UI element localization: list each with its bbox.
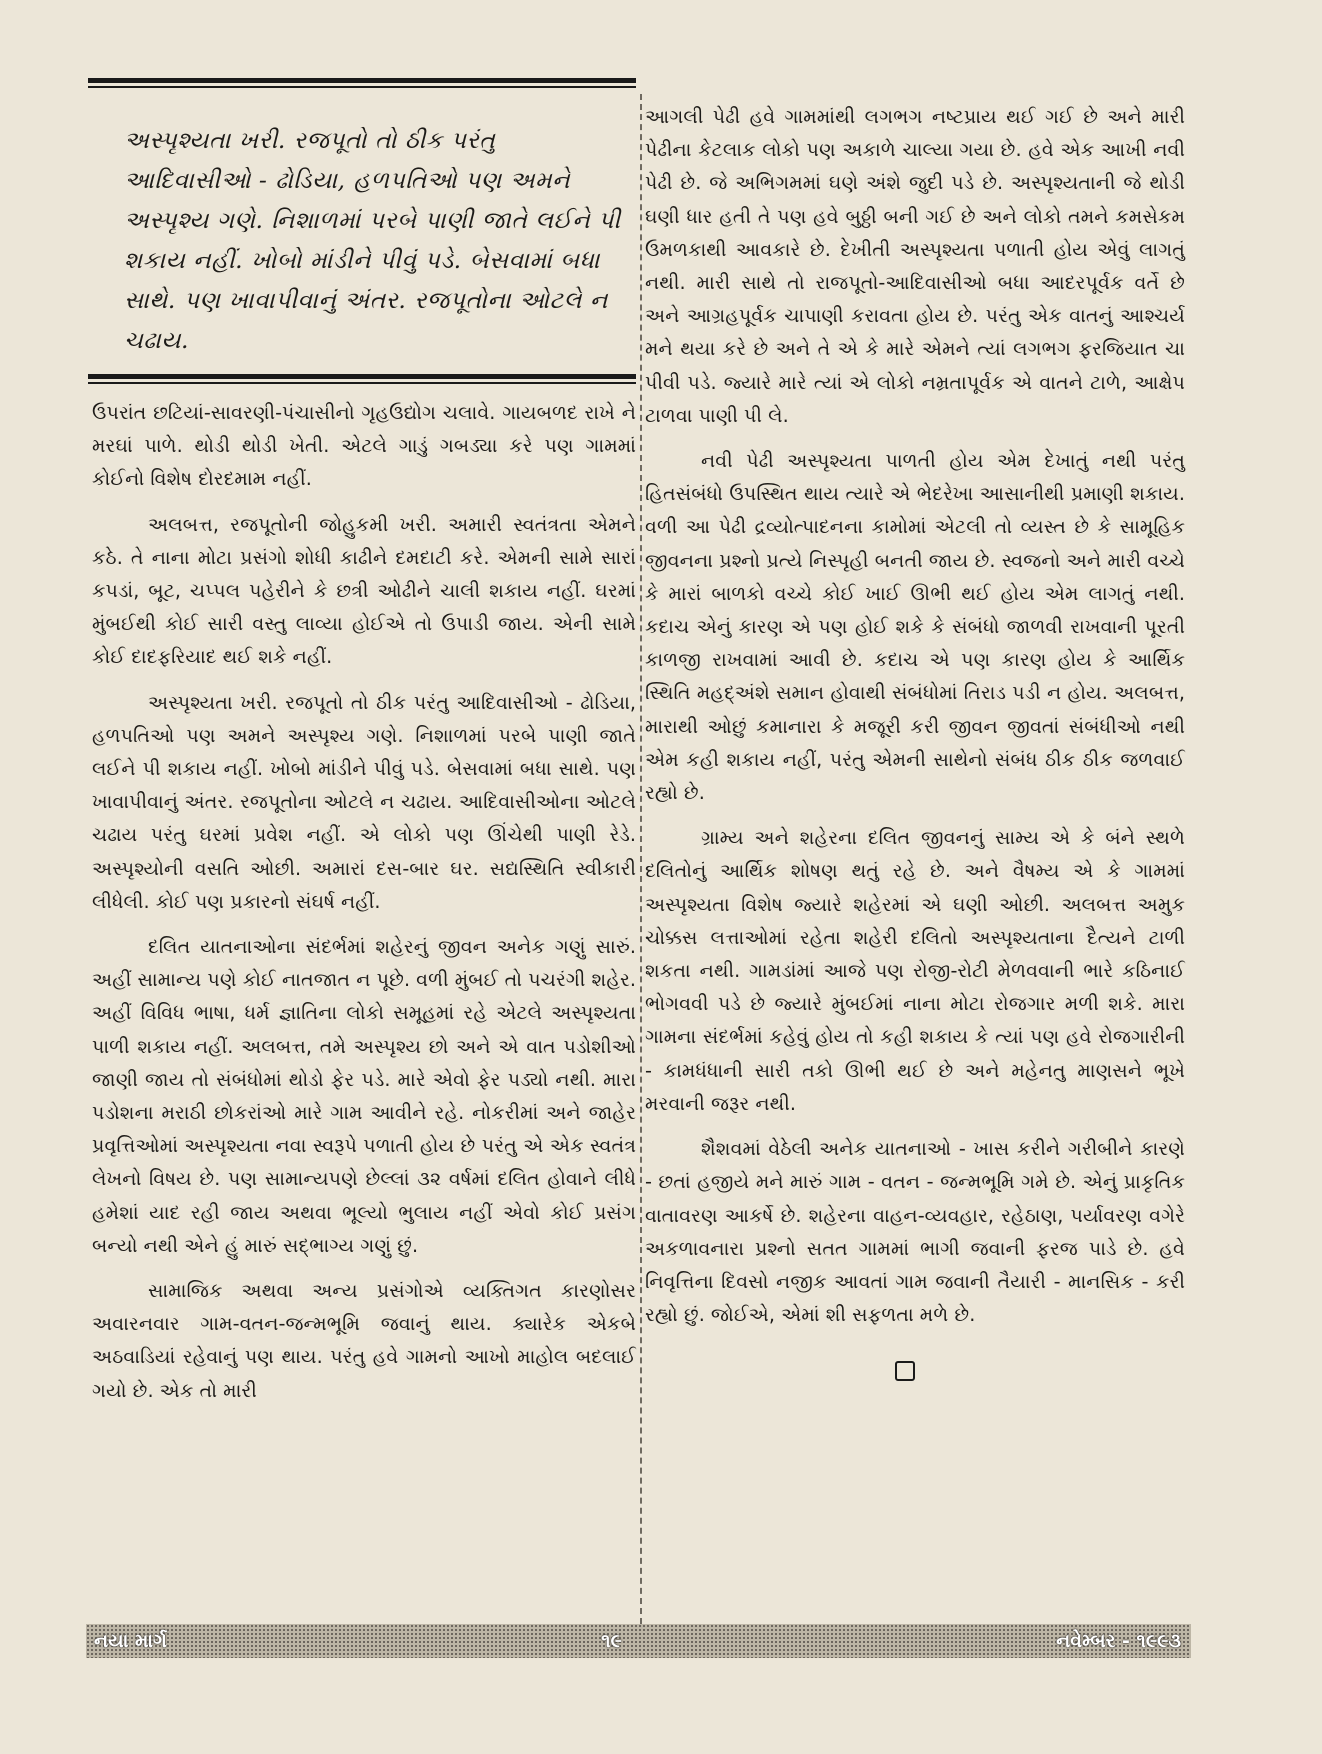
paragraph: સામાજિક અથવા અન્ય પ્રસંગોએ વ્યક્તિગત કારણોસર અવારનવાર ગામ-વતન-જન્મભૂમિ જવાનું થાય. ક્યારેક એકબે અઠવાડિયાં રહેવાનું પણ થાય. પરંતુ હવે ગામનો આખો માહોલ બદલાઈ ગયો છે. એક તો મારી (92, 1279, 636, 1402)
paragraph: અલબત્ત, રજપૂતોની જોહુકમી ખરી. અમારી સ્વતંત્રતા એમને કઠે. તે નાના મોટા પ્રસંગો શોધી કાઢીને દમદાટી કરે. એમની સામે સારાં કપડાં, બૂટ, ચપ્પલ પહેરીને કે છત્રી ઓઢીને ચાલી શકાય નહીં. ઘરમાં મુંબઈથી કોઈ સારી વસ્તુ લાવ્યા હોઈએ તો ઉપાડી જાય. એની સામે કોઈ દાદફરિયાદ થઈ શકે નહીં. (92, 512, 636, 669)
footer-issue-date: નવેમ્બર - ૧૯૯૩ (1056, 1630, 1181, 1652)
column-divider (640, 94, 642, 1624)
left-body (88, 384, 636, 1407)
left-column (88, 78, 636, 1419)
pull-quote-bottom-rule (88, 374, 636, 379)
paragraph: નવી પેઢી અસ્પૃશ્યતા પાળતી હોય એમ દેખાતું નથી પરંતુ હિતસંબંધો ઉપસ્થિત થાય ત્યારે એ ભેદરેખા આસાનીથી પ્રમાણી શકાય. વળી આ પેઢી દ્રવ્યોત્પાદનના કામોમાં એટલી તો વ્યસ્ત છે કે સામૂહિક જીવનના પ્રશ્નો પ્રત્યે નિસ્પૃહી બનતી જાય છે. સ્વજનો અને મારી વચ્ચે કે મારાં બાળકો વચ્ચે કોઈ ખાઈ ઊભી થઈ હોય એમ લાગતું નથી. કદાચ એનું કારણ એ પણ હોઈ શકે કે સંબંધો જાળવી રાખવાની પૂરતી કાળજી રાખવામાં આવી છે. કદાચ એ પણ કારણ હોય કે આર્થિક સ્થિતિ મહદ્‌અંશે સમાન હોવાથી સંબંધોમાં તિરાડ પડી ન હોય. અલબત્ત, મારાથી ઓછું કમાનારા કે મજૂરી કરી જીવન જીવતાં સંબંધીઓ નથી એમ કહી શકાય નહીં, પરંતુ એમની સાથેનો સંબંધ ઠીક ઠીક જળવાઈ રહ્યો છે. (645, 449, 1185, 805)
footer-magazine-name: નયા માર્ગ (94, 1630, 167, 1652)
end-of-article-mark (895, 1361, 915, 1381)
paragraph: આગલી પેઢી હવે ગામમાંથી લગભગ નષ્ટપ્રાય થઈ ગઈ છે અને મારી પેઢીના કેટલાક લોકો પણ અકાળે ચાલ્યા ગયા છે. હવે એક આખી નવી પેઢી છે. જે અભિગમમાં ઘણે અંશે જુદી પડે છે. અસ્પૃશ્યતાની જે થોડી ઘણી ધાર હતી તે પણ હવે બુઠ્ઠી બની ગઈ છે અને લોકો તમને કમસેકમ ઉમળકાથી આવકારે છે. દેખીતી અસ્પૃશ્યતા પળાતી હોય એવું લાગતું નથી. મારી સાથે તો રાજપૂતો-આદિવાસીઓ બધા આદરપૂર્વક વર્તે છે અને આગ્રહપૂર્વક ચાપાણી કરાવતા હોય છે. પરંતુ એક વાતનું આશ્ચર્ય મને થયા કરે છે અને તે એ કે મારે એમને ત્યાં લગભગ ફરજિયાત ચા પીવી પડે. જ્યારે મારે ત્યાં એ લોકો નમ્રતાપૂર્વક એ વાતને ટાળે, આક્ષેપ ટાળવા પાણી પી લે. (645, 105, 1185, 427)
right-column (645, 100, 1185, 1381)
pull-quote-text: અસ્પૃશ્યતા ખરી. રજપૂતો તો ઠીક પરંતુ આદિવાસીઓ - ઢોડિયા, હળપતિઓ પણ અમને અસ્પૃશ્ય ગણે. નિશાળમાં પરબે પાણી જાતે લઈને પી શકાય નહીં. ખોબો માંડીને પીવું પડે. બેસવામાં બધા સાથે. પણ ખાવાપીવાનું અંતર. રજપૂતોના ઓટલે ન ચઢાય. (124, 126, 621, 354)
paragraph: ઉપરાંત છટિયાં-સાવરણી-પંચાસીનો ગૃહઉદ્યોગ ચલાવે. ગાયબળદ રાખે ને મરઘાં પાળે. થોડી થોડી ખેતી. એટલે ગાડું ગબડ્યા કરે પણ ગામમાં કોઈનો વિશેષ દોરદમામ નહીં. (92, 401, 636, 491)
page-footer (86, 1624, 1191, 1658)
pull-quote (88, 88, 636, 374)
paragraph: દલિત યાતનાઓના સંદર્ભમાં શહેરનું જીવન અનેક ગણું સારું. અહીં સામાન્ય પણે કોઈ નાતજાત ન પૂછે. વળી મુંબઈ તો પચરંગી શહેર. અહીં વિવિધ ભાષા, ધર્મ જ્ઞાતિના લોકો સમૂહમાં રહે એટલે અસ્પૃશ્યતા પાળી શકાય નહીં. અલબત્ત, તમે અસ્પૃશ્ય છો અને એ વાત પડોશીઓ જાણી જાય તો સંબંધોમાં થોડો ફેર પડે. મારે એવો ફેર પડ્યો નથી. મારા પડોશના મરાઠી છોકરાંઓ મારે ગામ આવીને રહે. નોકરીમાં અને જાહેર પ્રવૃત્તિઓમાં અસ્પૃશ્યતા નવા સ્વરૂપે પળાતી હોય છે પરંતુ એ એક સ્વતંત્ર લેખનો વિષય છે. પણ સામાન્યપણે છેલ્લાં ૩૨ વર્ષમાં દલિત હોવાને લીધે હમેશાં યાદ રહી જાય અથવા ભૂલ્યો ભુલાય નહીં એવો કોઈ પ્રસંગ બન્યો નથી એને હું મારું સદ્‌ભાગ્ય ગણું છું. (92, 935, 636, 1257)
paragraph: અસ્પૃશ્યતા ખરી. રજપૂતો તો ઠીક પરંતુ આદિવાસીઓ - ઢોડિયા, હળપતિઓ પણ અમને અસ્પૃશ્ય ગણે. નિશાળમાં પરબે પાણી જાતે લઈને પી શકાય નહીં. ખોબો માંડીને પીવું પડે. બેસવામાં બધા સાથે. પણ ખાવાપીવાનું અંતર. રજપૂતોના ઓટલે ન ચઢાય. આદિવાસીઓના ઓટલે ચઢાય પરંતુ ઘરમાં પ્રવેશ નહીં. એ લોકો પણ ઊંચેથી પાણી રેડે. અસ્પૃશ્યોની વસતિ ઓછી. અમારાં દસ-બાર ઘર. સદ્યસ્થિતિ સ્વીકારી લીધેલી. કોઈ પણ પ્રકારનો સંઘર્ષ નહીં. (92, 690, 636, 913)
paragraph: ગ્રામ્ય અને શહેરના દલિત જીવનનું સામ્ય એ કે બંને સ્થળે દલિતોનું આર્થિક શોષણ થતું રહે છે. અને વૈષમ્ય એ કે ગામમાં અસ્પૃશ્યતા વિશેષ જ્યારે શહેરમાં એ ઘણી ઓછી. અલબત્ત અમુક ચોક્કસ લત્તાઓમાં રહેતા શહેરી દલિતો અસ્પૃશ્યતાના દૈત્યને ટાળી શકતા નથી. ગામડાંમાં આજે પણ રોજી-રોટી મેળવવાની ભારે કઠિનાઈ ભોગવવી પડે છે જ્યારે મુંબઈમાં નાના મોટા રોજગાર મળી શકે. મારા ગામના સંદર્ભમાં કહેવું હોય તો કહી શકાય કે ત્યાં પણ હવે રોજગારીની - કામધંધાની સારી તકો ઊભી થઈ છે અને મહેનતુ માણસને ભૂખે મરવાની જરૂર નથી. (645, 826, 1185, 1115)
pull-quote-top-rule (88, 78, 636, 83)
footer-page-number: ૧૯ (601, 1630, 622, 1652)
paragraph: શૈશવમાં વેઠેલી અનેક યાતનાઓ - ખાસ કરીને ગરીબીને કારણે - છતાં હજીયે મને મારું ગામ - વતન - જન્મભૂમિ ગમે છે. એનું પ્રાકૃતિક વાતાવરણ આકર્ષે છે. શહેરના વાહન-વ્યવહાર, રહેઠાણ, પર્યાવરણ વગેરે અકળાવનારા પ્રશ્નો સતત ગામમાં ભાગી જવાની ફરજ પાડે છે. હવે નિવૃત્તિના દિવસો નજીક આવતાં ગામ જવાની તૈયારી - માનસિક - કરી રહ્યો છું. જોઈએ, એમાં શી સફળતા મળે છે. (645, 1137, 1185, 1327)
